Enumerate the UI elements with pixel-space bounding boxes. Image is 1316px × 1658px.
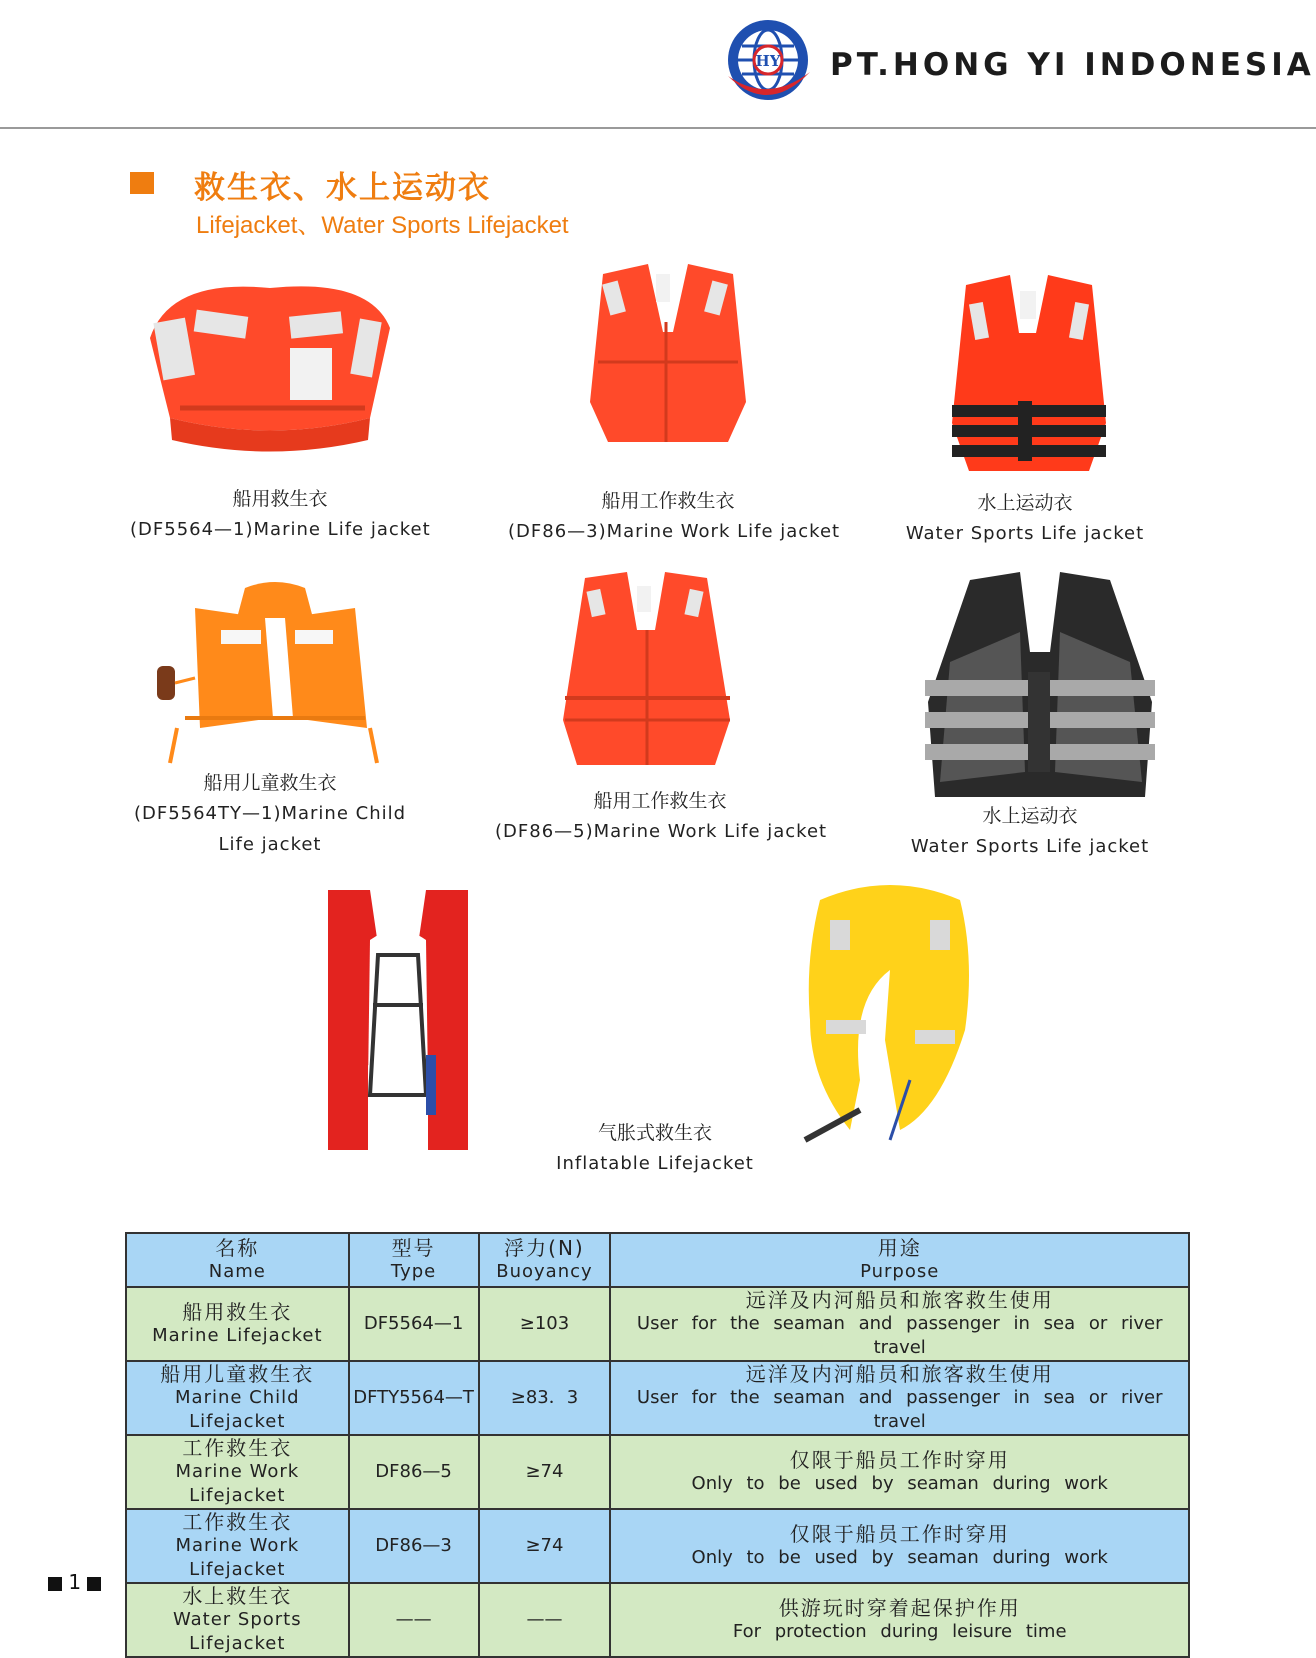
purpose-cn: 供游玩时穿着起保护作用 xyxy=(778,1596,1021,1620)
cell-type: DF5564—1 xyxy=(349,1287,479,1361)
product-name-en: Water Sports Life jacket xyxy=(910,836,1150,857)
header-cn: 名称 xyxy=(215,1236,260,1260)
header-en: Buoyancy xyxy=(496,1261,593,1282)
product-name-en: Water Sports Life jacket xyxy=(905,523,1145,544)
product-image-marine-work-jacket-df86-3 xyxy=(578,262,758,458)
product-name-en: (DF86—3)Marine Work Life jacket xyxy=(508,521,841,542)
product-image-child-life-jacket xyxy=(155,578,395,768)
name-cn: 船用救生衣 xyxy=(182,1300,293,1324)
product-name-cn: 船用工作救生衣 xyxy=(601,490,735,512)
product-name-cn: 船用救生衣 xyxy=(232,488,328,510)
cell-name xyxy=(126,1509,349,1583)
header-cell-type xyxy=(349,1233,479,1287)
purpose-en: User for the seaman and passenger in sea or river travel xyxy=(636,1313,1163,1358)
table-row xyxy=(126,1509,1189,1583)
product-caption-1 xyxy=(130,484,430,540)
cell-purpose xyxy=(610,1583,1189,1657)
name-cn: 工作救生衣 xyxy=(182,1510,293,1534)
product-caption-inflatable xyxy=(545,1118,765,1174)
cell-name xyxy=(126,1435,349,1509)
cell-buoyancy: ≥83．3 xyxy=(479,1361,611,1435)
purpose-en: Only to be used by seaman during work xyxy=(691,1473,1108,1494)
header-cn: 型号 xyxy=(391,1236,436,1260)
purpose-cn: 仅限于船员工作时穿用 xyxy=(789,1448,1010,1472)
svg-text:HY: HY xyxy=(755,52,781,70)
product-caption-5 xyxy=(495,786,828,842)
purpose-en: For protection during leisure time xyxy=(732,1621,1067,1642)
section-title-en: Lifejacket、Water Sports Lifejacket xyxy=(196,212,569,239)
header-cn: 用途 xyxy=(877,1236,922,1260)
product-image-marine-work-jacket-df86-5 xyxy=(555,570,740,775)
header-divider xyxy=(0,127,1316,129)
product-name-en-line2: Life jacket xyxy=(218,834,322,855)
product-name-cn: 船用工作救生衣 xyxy=(593,790,727,812)
product-image-inflatable-red xyxy=(318,885,478,1155)
cell-purpose xyxy=(610,1435,1189,1509)
cell-purpose xyxy=(610,1509,1189,1583)
name-cn: 水上救生衣 xyxy=(182,1584,293,1608)
cell-buoyancy: ≥103 xyxy=(479,1287,611,1361)
cell-buoyancy: ≥74 xyxy=(479,1509,611,1583)
product-caption-6 xyxy=(885,801,1175,857)
page-number-value: 1 xyxy=(68,1570,82,1594)
section-title-cn: 救生衣、水上运动衣 xyxy=(194,170,491,206)
name-en: Water Sports Lifejacket xyxy=(172,1609,302,1654)
cell-type: DF86—3 xyxy=(349,1509,479,1583)
product-name-cn: 水上运动衣 xyxy=(977,492,1073,514)
name-en: Marine Work Lifejacket xyxy=(175,1461,300,1506)
header-cell-name xyxy=(126,1233,349,1287)
cell-name xyxy=(126,1287,349,1361)
name-en: Marine Lifejacket xyxy=(152,1325,323,1346)
company-logo xyxy=(722,16,814,108)
purpose-cn: 仅限于船员工作时穿用 xyxy=(789,1522,1010,1546)
product-caption-4 xyxy=(130,768,410,855)
product-name-en: (DF5564TY—1)Marine Child xyxy=(133,803,407,824)
table-row xyxy=(126,1287,1189,1361)
table-row xyxy=(126,1583,1189,1657)
purpose-en: User for the seaman and passenger in sea or river travel xyxy=(636,1387,1163,1432)
cell-type: DFTY5564—T xyxy=(349,1361,479,1435)
square-icon xyxy=(87,1577,101,1591)
cell-purpose xyxy=(610,1361,1189,1435)
cell-type: —— xyxy=(349,1583,479,1657)
product-name-cn: 水上运动衣 xyxy=(982,805,1078,827)
square-icon xyxy=(48,1577,62,1591)
spec-table xyxy=(125,1232,1190,1658)
purpose-cn: 远洋及内河船员和旅客救生使用 xyxy=(745,1362,1054,1386)
name-cn: 船用儿童救生衣 xyxy=(160,1362,315,1386)
name-en: Marine Child Lifejacket xyxy=(175,1387,300,1432)
name-en: Marine Work Lifejacket xyxy=(175,1535,300,1580)
header-cn: 浮力(N) xyxy=(504,1236,585,1260)
purpose-cn: 远洋及内河船员和旅客救生使用 xyxy=(745,1288,1054,1312)
product-name-en: (DF86—5)Marine Work Life jacket xyxy=(495,821,828,842)
product-caption-2 xyxy=(508,486,841,542)
header-en: Name xyxy=(208,1261,266,1282)
header-cell-purpose xyxy=(610,1233,1189,1287)
section-bullet-icon xyxy=(130,172,154,194)
company-name: PT.HONG YI INDONESIA xyxy=(830,47,1315,83)
table-header-row xyxy=(126,1233,1189,1287)
header-cell-buoyancy xyxy=(479,1233,611,1287)
product-name-en: Inflatable Lifejacket xyxy=(556,1153,754,1174)
product-image-marine-life-jacket xyxy=(140,268,400,468)
name-cn: 工作救生衣 xyxy=(182,1436,293,1460)
cell-name xyxy=(126,1583,349,1657)
cell-buoyancy: —— xyxy=(479,1583,611,1657)
product-name-cn: 气胀式救生衣 xyxy=(597,1122,712,1144)
product-caption-3 xyxy=(880,488,1170,544)
product-image-inflatable-yellow xyxy=(790,880,990,1150)
product-name-en: (DF5564—1)Marine Life jacket xyxy=(130,519,431,540)
product-name-cn: 船用儿童救生衣 xyxy=(203,772,337,794)
table-row xyxy=(126,1361,1189,1435)
table-row xyxy=(126,1435,1189,1509)
cell-purpose xyxy=(610,1287,1189,1361)
cell-type: DF86—5 xyxy=(349,1435,479,1509)
page-number xyxy=(48,1570,101,1594)
cell-buoyancy: ≥74 xyxy=(479,1435,611,1509)
product-image-water-sports-jacket-black xyxy=(920,572,1160,802)
product-image-water-sports-jacket-red xyxy=(944,273,1114,478)
purpose-en: Only to be used by seaman during work xyxy=(691,1547,1108,1568)
header-en: Purpose xyxy=(860,1261,940,1282)
header-en: Type xyxy=(390,1261,437,1282)
cell-name xyxy=(126,1361,349,1435)
